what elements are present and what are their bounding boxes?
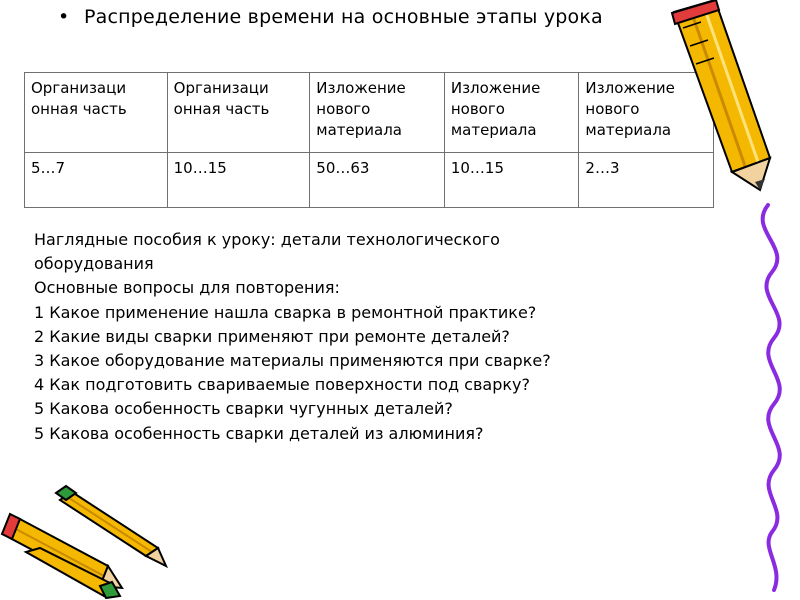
table-cell: 5…7 [25,153,168,208]
notes-line: 1 Какое применение нашла сварка в ремонтной практике? [34,302,537,322]
notes-line: 3 Какое оборудование материалы применяются при сварке? [34,351,551,371]
table-cell: 2…3 [579,153,714,208]
heading-text: Распределение времени на основные этапы урока [84,6,603,28]
notes-line: Основные вопросы для повторения: [34,278,340,298]
table-cell: 10…15 [444,153,579,208]
notes-line: 2 Какие виды сварки применяют при ремонте деталей? [34,326,510,346]
notes-line: Наглядные пособия к уроку: детали технологического [34,230,500,249]
table-header-cell: Организаци онная часть [25,73,168,153]
table-cell: 10…15 [167,153,310,208]
table-header-cell: Изложение нового материала [579,73,714,153]
notes-line: 5 Какова особенность сварки деталей из алюминия? [34,423,484,443]
table-cell: 50…63 [310,153,445,208]
notes-line: оборудования [34,254,154,274]
table-header-cell: Организаци онная часть [167,73,310,153]
notes-line: 4 Как подготовить свариваемые поверхности под сварку? [34,375,530,395]
squiggle-icon [763,205,780,590]
notes-line: 5 Какова особенность сварки чугунных деталей? [34,399,453,419]
pencil-icon [672,0,770,190]
bullet-icon: • [58,6,70,28]
table-header-cell: Изложение нового материала [310,73,445,153]
table-header-cell: Изложение нового материала [444,73,579,153]
